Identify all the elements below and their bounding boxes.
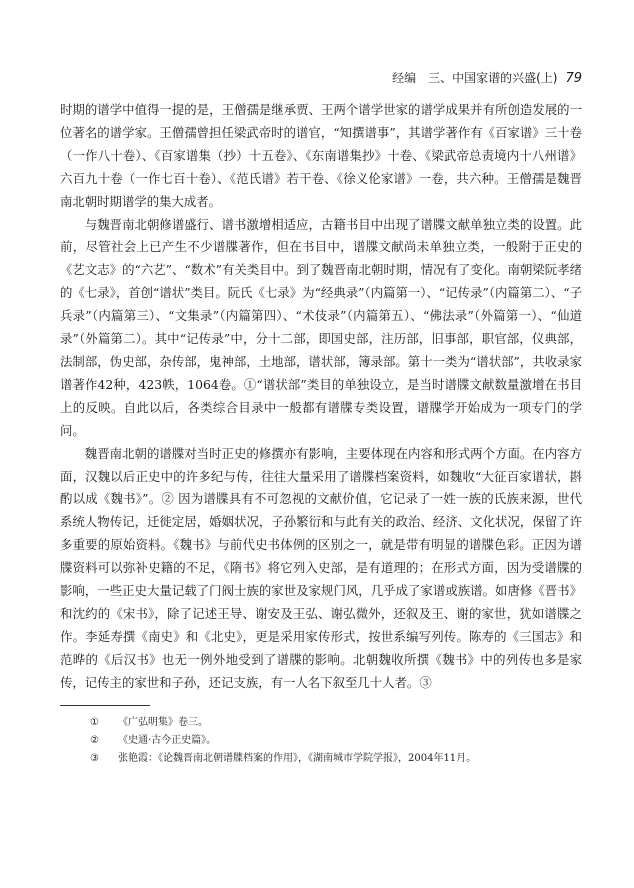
- header-title: 经编 三、中国家谱的兴盛(上): [392, 71, 558, 85]
- page-number: 79: [565, 71, 582, 86]
- footnote-text: 《史通·古今正史篇》。: [118, 735, 217, 746]
- footnote: [90, 714, 580, 732]
- footnote-text: 张艳霞：《论魏晋南北朝谱牒档案的作用》，《湖南城市学院学报》，2004年11月。: [118, 753, 477, 764]
- footnote: [90, 750, 580, 768]
- footnote: [90, 732, 580, 750]
- paragraph-continuation: 时期的谱学中值得一提的是，王僧孺是继承贾、王两个谱学世家的谱学成果并有所创造发展的一位著名的谱学家。王僧孺曾担任梁武帝时的谱官，“知撰谱事”，其谱学著作有《百家谱》三十卷（一作八十卷）、《百家谱集（抄）十五卷》、《东南谱集抄》十卷、《梁武帝总责境内十八州谱》六百九十卷（一作七百十卷）、《范氏谱》若干卷、《徐义伦家谱》一卷，共六种。王僧孺是魏晋南北朝时期谱学的集大成者。: [60, 102, 582, 209]
- paragraph: 魏晋南北朝的谱牒对当时正史的修撰亦有影响，主要体现在内容和形式两个方面。在内容方面，汉魏以后正史中的许多纪与传，往往大量采用了谱牒档案资料，如魏收“大征百家谱状，斟酌以成《魏书》”。② 因为谱牒具有不可忽视的文献价值，它记录了一姓一族的氏族来源，世代系统人物传记，迁徙定居，婚姻状况，子孙繁衍和与此有关的政治、经济、文化状况，保留了许多重要的原始资料。《魏书》与前代史书体例的区别之一，就是带有明显的谱牒色彩。正因为谱牒资料可以弥补史籍的不足，《隋书》将它列入史部，是有道理的；在形式方面，因为受谱牒的影响，一些正史大量记载了门阀士族的家世及家规门风，几乎成了家谱或族谱。如唐修《晋书》和沈约的《宋书》，除了记述王导、谢安及王弘、谢弘微外，还叙及王、谢的家世，犹如谱牒之作。李延寿撰《南史》和《北史》，更是采用家传形式，按世系编写列传。陈寿的《三国志》和范晔的《后汉书》也无一例外地受到了谱牒的影响。北朝魏收所撰《魏书》中的列传也多是家传，记传主的家世和子孙，还记支族，有一人名下叙至几十人者。③: [60, 445, 582, 690]
- footnote-mark: ③: [90, 753, 99, 764]
- footnote-mark: ①: [90, 717, 99, 728]
- paragraph: 与魏晋南北朝修谱盛行、谱书激增相适应，古籍书目中出现了谱牒文献单独立类的设置。此前，尽管社会上已产生不少谱牒著作，但在书目中，谱牒文献尚未单独立类，一般附于正史的《艺文志》的“六艺”、“数术”有关类目中。到了魏晋南北朝时期，情况有了变化。南朝梁阮孝绪的《七录》，首创“谱状”类目。阮氏《七录》为“经典录”（内篇第一）、“记传录”（内篇第二）、“子兵录”（内篇第三）、“文集录”（内篇第四）、“术伎录”（内篇第五）、“佛法录”（外篇第一）、“仙道录”（外篇第二）。其中“记传录”中，分十二部，即国史部，注历部，旧事部，职官部，仪典部，法制部，伪史部，杂传部，鬼神部，土地部，谱状部，簿录部。第十一类为“谱状部”，共收录家谱著作42种，423帙，1064卷。①“谱状部”类目的单独设立，是当时谱牒文献数量激增在书目上的反映。自此以后，各类综合目录中一般都有谱牒专类设置，谱牒学开始成为一项专门的学问。: [60, 216, 582, 438]
- running-header: [60, 70, 582, 87]
- footnotes: [90, 714, 580, 768]
- footnote-text: 《广弘明集》卷三。: [118, 717, 208, 728]
- body-text: [60, 99, 582, 695]
- footnote-divider: [60, 705, 150, 706]
- footnote-mark: ②: [90, 735, 99, 746]
